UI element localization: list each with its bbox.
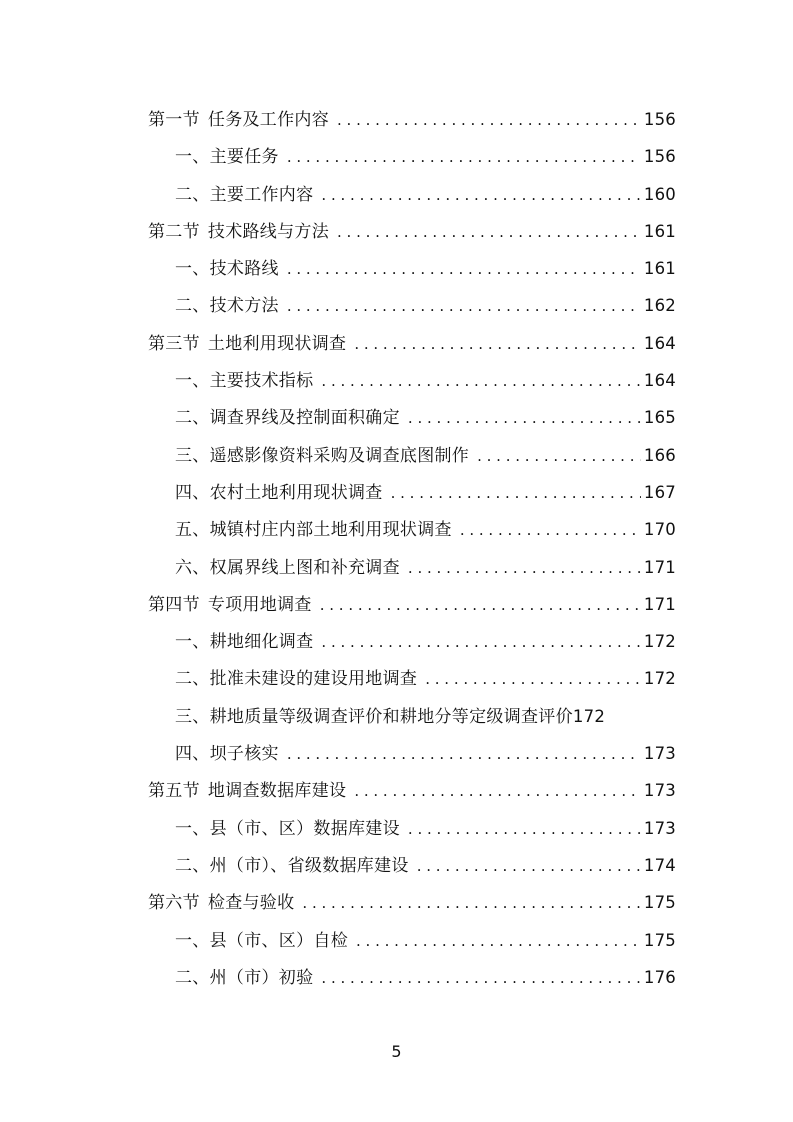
toc-entry-page: 171 [643,594,676,614]
toc-entry-title: 主要工作内容 [209,184,314,205]
toc-entry-number: 第一节 [148,110,200,130]
toc-entry[interactable] [148,213,676,250]
toc-entry-page: 161 [643,221,676,241]
toc-entry-number: 二、 [175,408,210,429]
toc-entry-label [175,923,348,960]
toc-entry-page: 164 [643,333,676,353]
toc-entry-number: 二、 [175,967,210,988]
toc-entry[interactable] [148,138,676,175]
toc-entry-title: 技术路线与方法 [207,221,330,242]
toc-entry[interactable] [148,101,676,138]
toc-entry-title: 耕地质量等级调查评价和耕地分等定级调查评价 [209,706,573,727]
toc-entry-page: 174 [643,855,676,875]
toc-dot-leader [321,177,640,214]
toc-entry-number: 一、 [175,632,210,653]
toc-entry-title: 权属界线上图和补充调查 [209,557,400,578]
toc-entry-number: 一、 [175,818,210,839]
toc-entry-label [175,400,400,437]
toc-entry-number: 六、 [175,557,210,578]
toc-entry-number: 一、 [175,259,210,280]
toc-dot-leader [337,102,641,139]
toc-entry-number: 一、 [175,371,210,392]
toc-entry-label [175,288,279,325]
toc-dot-leader [417,848,641,885]
toc-entry-title: 遥感影像资料采购及调查底图制作 [209,445,470,466]
toc-dot-leader [354,326,641,363]
toc-dot-leader [287,288,641,325]
toc-entry[interactable] [148,884,676,921]
toc-entry-title: 县（市、区）数据库建设 [209,818,400,839]
toc-entry-page: 164 [643,371,676,391]
toc-entry-number: 第四节 [148,594,200,615]
toc-entry-page: 165 [643,408,676,428]
toc-entry-page: 173 [643,781,676,801]
toc-dot-leader [287,251,641,288]
toc-entry-number: 二、 [175,855,210,876]
toc-entry[interactable] [148,325,676,362]
toc-entry-number: 二、 [175,184,210,205]
toc-entry-label [148,102,329,139]
toc-dot-leader [477,438,641,475]
toc-entry-title: 检查与验收 [207,893,295,914]
toc-entry-label [175,736,279,773]
toc-entry-page: 161 [643,259,676,279]
toc-dot-leader [321,363,640,400]
toc-entry-title: 农村土地利用现状调查 [209,482,383,503]
toc-dot-leader [460,512,641,549]
toc-entry[interactable] [148,847,676,884]
toc-entry-number: 第三节 [148,333,200,354]
toc-entry-number: 二、 [175,669,210,690]
toc-entry-title: 土地利用现状调查 [207,333,347,354]
toc-entry-label [175,661,417,698]
toc-entry[interactable] [148,474,676,511]
toc-entry-label [175,475,383,512]
toc-entry-title: 州（市）、省级数据库建设 [209,855,409,876]
toc-dot-leader [391,475,641,512]
toc-entry-title: 调查界线及控制面积确定 [209,408,400,429]
toc-entry[interactable] [148,735,676,772]
toc-entry-page: 172 [643,632,676,652]
toc-entry-label [175,624,313,661]
toc-entry[interactable] [148,511,676,548]
toc-entry-page: 167 [643,482,676,502]
toc-entry-page: 176 [643,967,676,987]
toc-entry-number: 第五节 [148,781,200,802]
toc-entry-label [148,587,312,624]
toc-dot-leader [287,736,641,773]
toc-entry-label [148,885,294,922]
toc-entry-label [175,848,409,885]
toc-entry-label [148,214,329,251]
toc-entry-number: 第二节 [148,221,200,242]
toc-entry-title: 县（市、区）自检 [209,930,349,951]
toc-entry-page: 160 [643,184,676,204]
toc-entry-page: 166 [643,445,676,465]
toc-dot-leader [302,885,641,922]
toc-entry-page: 173 [643,818,676,838]
toc-entry-title: 耕地细化调查 [209,632,314,653]
page-number: 5 [391,1042,402,1061]
toc-entry-title: 主要技术指标 [209,371,314,392]
toc-entry-title: 技术路线 [209,259,279,280]
toc-entry-page: 170 [643,520,676,540]
toc-entry[interactable] [148,698,676,735]
toc-entry-number: 四、 [175,482,210,503]
toc-dot-leader [356,923,641,960]
toc-entry-title: 专项用地调查 [207,594,312,615]
toc-entry[interactable] [148,362,676,399]
toc-entry-label [148,773,346,810]
toc-entry-number: 三、 [175,445,210,466]
toc-entry-title: 州（市）初验 [209,967,314,988]
toc-entry-page: 172 [643,669,676,689]
toc-entry-label [148,326,346,363]
toc-entry-label [175,139,279,176]
toc-entry-number: 一、 [175,930,210,951]
toc-entry-title: 批准未建设的建设用地调查 [209,669,418,690]
toc-entry[interactable] [148,922,676,959]
toc-dot-leader [321,624,640,661]
toc-entry[interactable] [148,772,676,809]
toc-entry-number: 二、 [175,296,210,317]
toc-dot-leader [408,811,641,848]
toc-entry-title: 坝子核实 [209,744,279,765]
toc-entry-label [175,363,313,400]
toc-entry[interactable] [148,959,676,996]
toc-entry[interactable] [148,660,676,697]
toc-entry-label [175,550,400,587]
toc-entry-number: 一、 [175,147,210,168]
toc-entry[interactable] [148,250,676,287]
toc-entry-number: 四、 [175,744,210,765]
toc-dot-leader [408,550,641,587]
toc-entry-label [175,177,313,214]
toc-dot-leader [408,400,641,437]
toc-entry-page: 156 [643,110,676,129]
toc-entry[interactable] [148,549,676,586]
toc-entry[interactable] [148,586,676,623]
toc-entry[interactable] [148,399,676,436]
toc-entry-number: 第六节 [148,893,200,914]
toc-dot-leader [337,214,641,251]
toc-entry[interactable] [148,176,676,213]
toc-dot-leader [425,661,641,698]
toc-entry-page: 175 [643,893,676,913]
toc-entry-page: 171 [643,557,676,577]
toc-entry-label [175,251,279,288]
toc-entry-title: 地调查数据库建设 [207,781,347,802]
toc-entry-number: 五、 [175,520,210,541]
toc-entry-title: 主要任务 [209,147,279,168]
toc-entry-page: 162 [643,296,676,316]
toc-entry[interactable] [148,810,676,847]
toc-dot-leader [321,960,640,997]
toc-entry-page: 173 [643,744,676,764]
toc-entry-page: 172 [572,706,606,726]
toc-entry[interactable] [148,437,676,474]
toc-entry-number: 三、 [175,706,210,727]
toc-entry-title: 任务及工作内容 [207,110,330,130]
toc-entry-page: 175 [643,930,676,950]
toc-entry-title: 城镇村庄内部土地利用现状调查 [209,520,452,541]
toc-dot-leader [287,139,641,176]
table-of-contents [148,101,676,996]
toc-dot-leader [320,587,641,624]
toc-entry-label [175,512,452,549]
toc-entry-label [175,699,573,736]
toc-entry-title: 技术方法 [209,296,279,317]
toc-entry-page: 156 [643,147,676,167]
toc-dot-leader [354,773,641,810]
toc-entry[interactable] [148,623,676,660]
toc-entry[interactable] [148,287,676,324]
toc-entry-label [175,960,313,997]
toc-entry-label [175,438,469,475]
toc-entry-label [175,811,400,848]
